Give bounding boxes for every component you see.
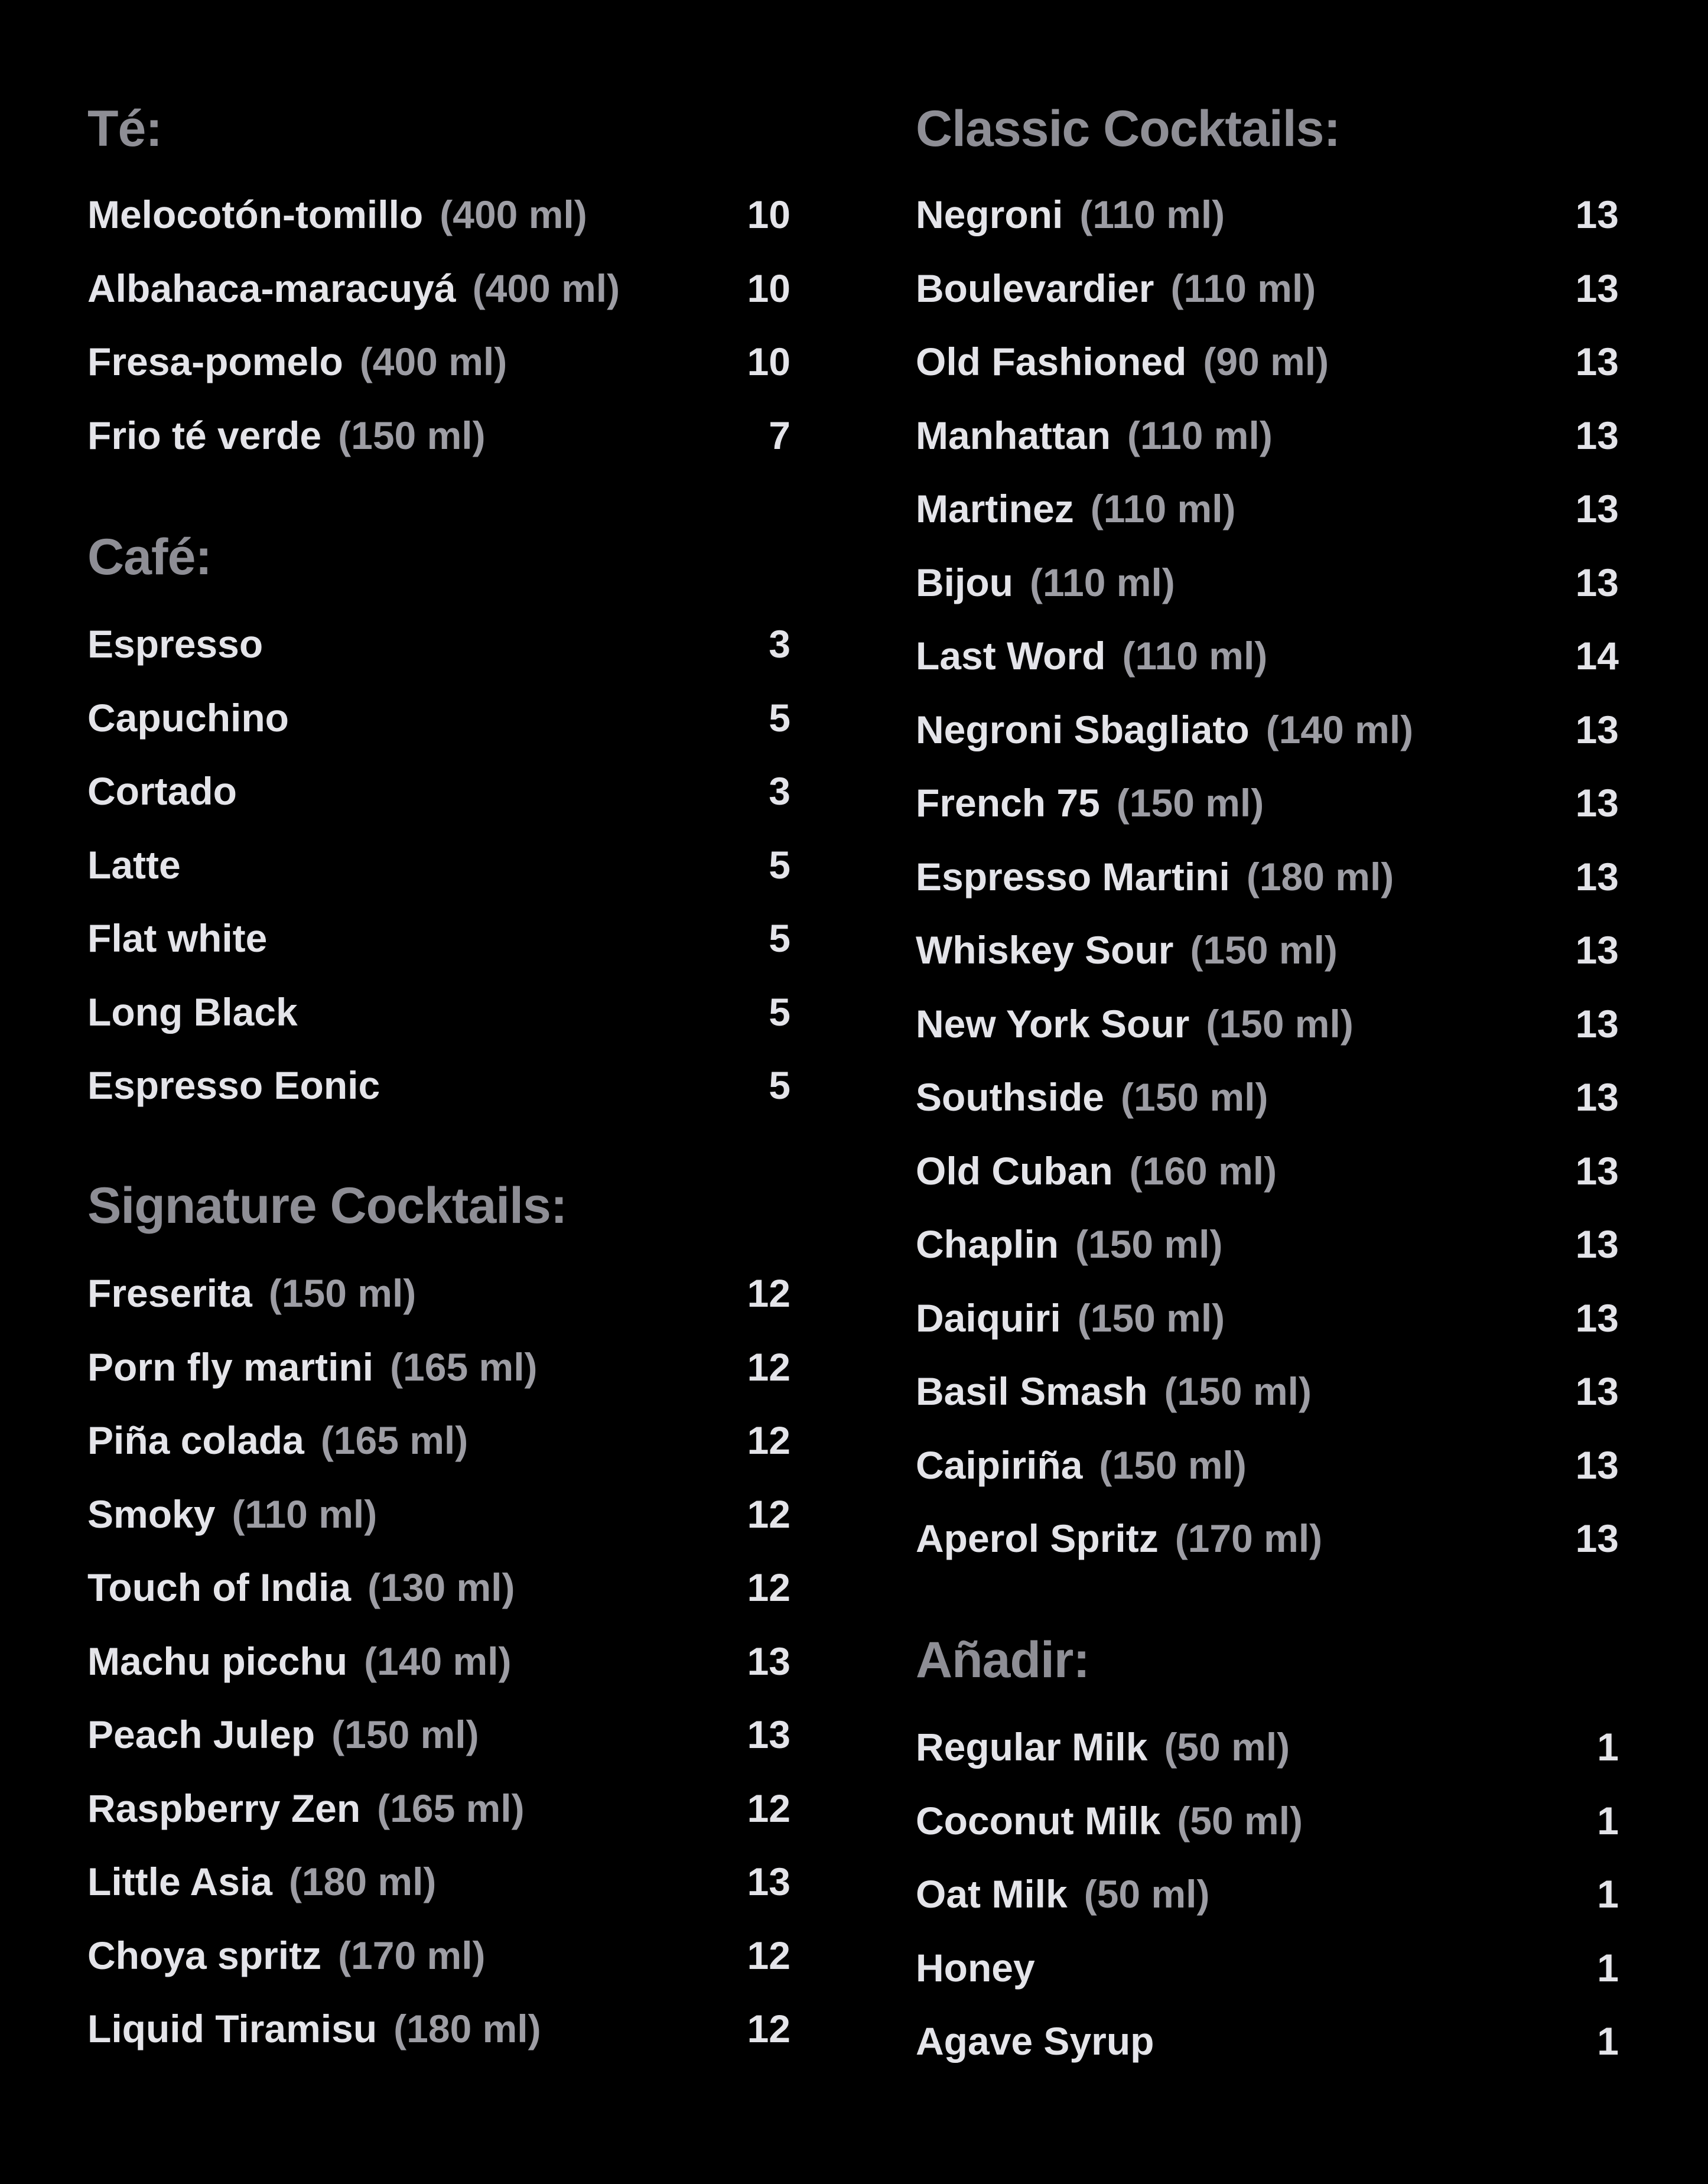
menu-item <box>87 335 790 388</box>
item-name: Capuchino <box>87 695 289 740</box>
item-volume: (50 ml) <box>1084 1872 1210 1916</box>
menu-item <box>916 1512 1619 1565</box>
item-name: Southside <box>916 1075 1105 1119</box>
item-name: Freserita <box>87 1271 252 1315</box>
item-price: 13 <box>1575 1443 1619 1487</box>
menu-item <box>916 850 1619 903</box>
item-price: 10 <box>747 266 790 310</box>
item-price: 1 <box>1597 1798 1619 1843</box>
section-heading: Café: <box>87 529 212 585</box>
item-volume: (150 ml) <box>1077 1296 1225 1340</box>
item-price: 13 <box>1575 193 1619 236</box>
item-volume: (110 ml) <box>232 1492 378 1536</box>
item-price: 10 <box>747 193 790 236</box>
item-name: French 75 <box>916 781 1100 825</box>
menu-item <box>916 923 1619 977</box>
section-heading: Té: <box>87 100 162 157</box>
item-price: 5 <box>769 842 790 887</box>
item-name: Choya spritz <box>87 1933 322 1977</box>
menu-item <box>916 1794 1619 1847</box>
item-name: Chaplin <box>916 1222 1059 1266</box>
item-name: Long Black <box>87 990 298 1034</box>
item-price: 13 <box>1575 1222 1619 1266</box>
menu-item <box>916 1867 1619 1921</box>
item-name: Flat white <box>87 916 268 960</box>
item-volume: (180 ml) <box>393 2007 541 2050</box>
item-name: Old Fashioned <box>916 340 1187 383</box>
item-volume: (165 ml) <box>320 1418 469 1462</box>
item-price: 3 <box>769 622 790 666</box>
item-price: 13 <box>1575 413 1619 457</box>
menu-item <box>87 409 790 462</box>
item-name: Honey <box>916 1945 1035 1990</box>
item-price: 5 <box>769 990 790 1034</box>
item-price: 13 <box>1575 1148 1619 1193</box>
item-volume: (110 ml) <box>1127 413 1273 457</box>
item-price: 12 <box>747 1492 790 1536</box>
item-volume: (400 ml) <box>440 193 587 236</box>
item-volume: (180 ml) <box>288 1860 437 1903</box>
item-price: 10 <box>747 340 790 383</box>
menu-item <box>87 1340 790 1394</box>
item-price: 13 <box>1575 340 1619 383</box>
item-name: Espresso Martini <box>916 854 1230 899</box>
item-price: 5 <box>769 1063 790 1107</box>
item-price: 13 <box>1575 781 1619 825</box>
item-name: Touch of India <box>87 1565 352 1609</box>
menu-item <box>916 997 1619 1050</box>
item-name: Frio té verde <box>87 413 322 457</box>
item-volume: (140 ml) <box>364 1639 512 1683</box>
item-name: Raspberry Zen <box>87 1786 361 1830</box>
item-price: 13 <box>1575 560 1619 604</box>
item-name: Old Cuban <box>916 1148 1113 1193</box>
item-price: 13 <box>1575 1516 1619 1560</box>
menu-item <box>916 1365 1619 1418</box>
menu-item <box>916 1720 1619 1773</box>
item-name: Negroni <box>916 193 1063 236</box>
menu-item <box>87 1929 790 1982</box>
item-price: 12 <box>747 1418 790 1462</box>
item-name: Martinez <box>916 487 1074 530</box>
item-volume: (150 ml) <box>1206 1001 1354 1046</box>
item-name: Regular Milk <box>916 1725 1148 1769</box>
menu-item <box>916 1144 1619 1197</box>
item-name: Coconut Milk <box>916 1798 1161 1843</box>
item-price: 14 <box>1575 634 1619 678</box>
item-name: Porn fly martini <box>87 1345 374 1389</box>
item-price: 13 <box>1575 1001 1619 1046</box>
menu-item <box>87 1059 790 1112</box>
item-price: 13 <box>1575 854 1619 899</box>
item-name: Smoky <box>87 1492 216 1536</box>
menu-item <box>87 691 790 744</box>
item-price: 7 <box>769 413 790 457</box>
item-price: 13 <box>1575 266 1619 310</box>
item-price: 13 <box>1575 928 1619 972</box>
item-volume: (170 ml) <box>338 1933 486 1977</box>
menu-item <box>916 262 1619 315</box>
item-price: 13 <box>1575 487 1619 530</box>
item-price: 13 <box>1575 707 1619 751</box>
menu-item <box>87 188 790 241</box>
item-name: Fresa-pomelo <box>87 340 343 383</box>
menu-item <box>87 1855 790 1908</box>
item-price: 12 <box>747 2007 790 2050</box>
item-volume: (400 ml) <box>472 266 620 310</box>
item-volume: (150 ml) <box>268 1271 417 1315</box>
menu-item <box>916 1070 1619 1124</box>
item-price: 5 <box>769 695 790 740</box>
menu-item <box>916 776 1619 829</box>
item-name: Caipiriña <box>916 1443 1083 1487</box>
item-price: 1 <box>1597 2019 1619 2063</box>
item-price: 13 <box>1575 1296 1619 1340</box>
item-name: Whiskey Sour <box>916 928 1174 972</box>
item-name: Oat Milk <box>916 1872 1068 1916</box>
item-price: 12 <box>747 1933 790 1977</box>
item-volume: (130 ml) <box>367 1565 515 1609</box>
item-volume: (160 ml) <box>1129 1148 1277 1193</box>
item-price: 12 <box>747 1271 790 1315</box>
item-name: Manhattan <box>916 413 1111 457</box>
menu-item <box>87 1561 790 1614</box>
item-volume: (170 ml) <box>1175 1516 1323 1560</box>
item-price: 3 <box>769 769 790 813</box>
menu-item <box>916 335 1619 388</box>
menu-item <box>916 188 1619 241</box>
item-volume: (150 ml) <box>1164 1369 1312 1413</box>
item-name: Little Asia <box>87 1860 272 1903</box>
menu-item <box>87 1635 790 1688</box>
item-name: Piña colada <box>87 1418 304 1462</box>
menu-item <box>916 629 1619 682</box>
item-price: 13 <box>1575 1369 1619 1413</box>
item-price: 13 <box>1575 1075 1619 1119</box>
item-name: Daiquiri <box>916 1296 1061 1340</box>
item-volume: (165 ml) <box>390 1345 538 1389</box>
item-name: Espresso Eonic <box>87 1063 380 1107</box>
menu-item <box>916 409 1619 462</box>
menu-item <box>87 764 790 818</box>
item-name: New York Sour <box>916 1001 1190 1046</box>
menu-item <box>87 1488 790 1541</box>
item-price: 1 <box>1597 1725 1619 1769</box>
item-volume: (140 ml) <box>1265 707 1414 751</box>
menu-item <box>87 2002 790 2055</box>
item-name: Basil Smash <box>916 1369 1148 1413</box>
menu-item <box>87 617 790 671</box>
item-name: Aperol Spritz <box>916 1516 1159 1560</box>
item-volume: (150 ml) <box>338 413 486 457</box>
section-heading: Classic Cocktails: <box>916 100 1341 157</box>
menu-item <box>916 703 1619 756</box>
menu-item <box>916 1941 1619 1994</box>
item-volume: (150 ml) <box>1116 781 1264 825</box>
item-volume: (110 ml) <box>1122 634 1268 678</box>
item-price: 12 <box>747 1786 790 1830</box>
item-name: Agave Syrup <box>916 2019 1154 2063</box>
item-price: 13 <box>747 1860 790 1903</box>
item-name: Espresso <box>87 622 263 666</box>
item-volume: (150 ml) <box>1190 928 1338 972</box>
item-name: Liquid Tiramisu <box>87 2007 378 2050</box>
item-price: 12 <box>747 1565 790 1609</box>
menu-item <box>916 1291 1619 1345</box>
item-name: Machu picchu <box>87 1639 348 1683</box>
section-heading: Signature Cocktails: <box>87 1177 567 1234</box>
item-volume: (110 ml) <box>1079 193 1225 236</box>
menu-item <box>87 1267 790 1320</box>
item-volume: (400 ml) <box>359 340 507 383</box>
item-volume: (110 ml) <box>1029 560 1175 604</box>
item-volume: (110 ml) <box>1170 266 1316 310</box>
item-volume: (50 ml) <box>1177 1798 1303 1843</box>
menu-item <box>916 556 1619 609</box>
item-price: 13 <box>747 1713 790 1756</box>
menu-item <box>916 1218 1619 1271</box>
item-price: 12 <box>747 1345 790 1389</box>
item-price: 1 <box>1597 1945 1619 1990</box>
item-name: Last Word <box>916 634 1106 678</box>
menu-item <box>87 1782 790 1835</box>
item-volume: (50 ml) <box>1164 1725 1290 1769</box>
item-volume: (165 ml) <box>377 1786 525 1830</box>
item-name: Peach Julep <box>87 1713 315 1756</box>
menu-item <box>87 912 790 965</box>
item-name: Cortado <box>87 769 237 813</box>
item-price: 13 <box>747 1639 790 1683</box>
menu-item <box>87 262 790 315</box>
item-name: Latte <box>87 842 181 887</box>
item-name: Bijou <box>916 560 1013 604</box>
item-volume: (150 ml) <box>1099 1443 1247 1487</box>
item-volume: (150 ml) <box>1075 1222 1223 1266</box>
item-name: Negroni Sbagliato <box>916 707 1250 751</box>
item-name: Melocotón-tomillo <box>87 193 424 236</box>
section-heading: Añadir: <box>916 1632 1089 1688</box>
item-volume: (180 ml) <box>1246 854 1394 899</box>
item-volume: (150 ml) <box>331 1713 479 1756</box>
item-price: 1 <box>1597 1872 1619 1916</box>
menu-item <box>87 1414 790 1467</box>
menu-item <box>916 482 1619 535</box>
item-volume: (150 ml) <box>1121 1075 1268 1119</box>
item-volume: (90 ml) <box>1203 340 1329 383</box>
item-name: Boulevardier <box>916 266 1154 310</box>
item-name: Albahaca-maracuyá <box>87 266 456 310</box>
menu-item <box>916 2014 1619 2068</box>
item-volume: (110 ml) <box>1090 487 1236 530</box>
menu-item <box>87 1708 790 1761</box>
menu-item <box>87 985 790 1039</box>
item-price: 5 <box>769 916 790 960</box>
menu-item <box>916 1438 1619 1492</box>
menu-item <box>87 838 790 891</box>
